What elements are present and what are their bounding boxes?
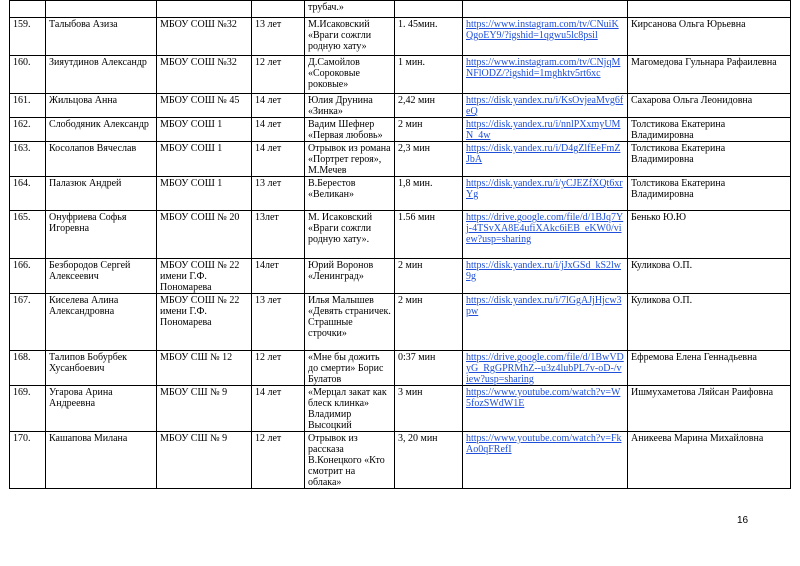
work-title: Д.Самойлов «Сороковые роковые» xyxy=(305,56,395,94)
duration: 3 мин xyxy=(395,386,463,432)
page-number: 16 xyxy=(737,515,749,526)
school-name: МБОУ СШ № 12 xyxy=(157,351,252,386)
link-cell xyxy=(463,386,628,432)
participant-age: 13 лет xyxy=(252,177,305,211)
work-title: Юлия Друнина «Зинка» xyxy=(305,94,395,118)
participant-age: 14лет xyxy=(252,259,305,294)
row-number: 161. xyxy=(10,94,46,118)
teacher-name: Сахарова Ольга Леонидовна xyxy=(628,94,791,118)
link-cell xyxy=(463,118,628,142)
row-number: 162. xyxy=(10,118,46,142)
video-link[interactable]: https://disk.yandex.ru/i/yCJEZfXQt6xrYg xyxy=(466,178,623,200)
duration: 0:37 мин xyxy=(395,351,463,386)
video-link[interactable]: https://drive.google.com/file/d/1BJq7Yj-4TSvXA8E4ufiXAkc6iEB_eKW0/view?usp=sharing xyxy=(466,212,624,245)
duration: 1. 45мин. xyxy=(395,18,463,56)
table-row xyxy=(10,118,791,142)
video-link[interactable]: https://disk.yandex.ru/i/D4gZlfEeFmZJbA xyxy=(466,143,621,165)
link-cell xyxy=(463,94,628,118)
school-name: МБОУ СОШ № 22 имени Г.Ф. Пономарева xyxy=(157,259,252,294)
participant-name: Угарова Арина Андреевна xyxy=(46,386,157,432)
table-row xyxy=(10,18,791,56)
row-number: 163. xyxy=(10,142,46,177)
link-cell xyxy=(463,211,628,259)
work-title: Отрывок из рассказа В.Конецкого «Кто смотрит на облака» xyxy=(305,432,395,489)
work-title: В.Берестов «Великан» xyxy=(305,177,395,211)
video-link[interactable]: https://www.youtube.com/watch?v=W5fozSWdW1E xyxy=(466,387,621,409)
school-name: МБОУ СШ № 9 xyxy=(157,386,252,432)
school-name: МБОУ СОШ 1 xyxy=(157,142,252,177)
duration: 2,3 мин xyxy=(395,142,463,177)
work-title: Илья Малышев «Девять страничек. Страшные строчки» xyxy=(305,294,395,351)
work-title: «Мерцал закат как блеск клинка» Владимир Высоцкий xyxy=(305,386,395,432)
participants-table xyxy=(9,0,791,489)
video-link[interactable]: https://drive.google.com/file/d/1BwVDyG_RgGPRMhZ--u3z4lubPL7v-oD-/view?usp=sharing xyxy=(466,352,624,385)
participant-name: Кашапова Милана xyxy=(46,432,157,489)
work-cell: трубач.» xyxy=(305,1,395,18)
link-cell xyxy=(463,142,628,177)
participant-name: Киселева Алина Александровна xyxy=(46,294,157,351)
work-title: Отрывок из романа «Портрет героя», М.Мечев xyxy=(305,142,395,177)
teacher-name: Куликова О.П. xyxy=(628,294,791,351)
teacher-name: Бенько Ю.Ю xyxy=(628,211,791,259)
school-name: МБОУ СОШ № 45 xyxy=(157,94,252,118)
table-row xyxy=(10,294,791,351)
row-number: 160. xyxy=(10,56,46,94)
link-cell xyxy=(463,351,628,386)
table-row xyxy=(10,94,791,118)
link-cell xyxy=(463,432,628,489)
table-row xyxy=(10,259,791,294)
work-title: Юрий Воронов «Ленинград» xyxy=(305,259,395,294)
duration: 1.56 мин xyxy=(395,211,463,259)
teacher-name: Толстикова Екатерина Владимировна xyxy=(628,177,791,211)
table-row xyxy=(10,386,791,432)
participant-age: 13 лет xyxy=(252,18,305,56)
participant-name: Жильцова Анна xyxy=(46,94,157,118)
participant-name: Слободяник Александр xyxy=(46,118,157,142)
work-title: Вадим Шефнер «Первая любовь» xyxy=(305,118,395,142)
row-number: 170. xyxy=(10,432,46,489)
row-number: 167. xyxy=(10,294,46,351)
school-name: МБОУ СШ № 9 xyxy=(157,432,252,489)
video-link[interactable]: https://www.instagram.com/tv/CNuiKQgoEY9/?igshid=1qgwu5lc8psil xyxy=(466,19,619,41)
school-name: МБОУ СОШ №32 xyxy=(157,56,252,94)
table-row xyxy=(10,56,791,94)
work-title: М.Исаковский «Враги сожгли родную хату» xyxy=(305,18,395,56)
participant-age: 12 лет xyxy=(252,432,305,489)
teacher-name: Толстикова Екатерина Владимировна xyxy=(628,142,791,177)
table-row xyxy=(10,211,791,259)
teacher-name: Ишмухаметова Ляйсан Раифовна xyxy=(628,386,791,432)
duration: 2 мин xyxy=(395,259,463,294)
link-cell xyxy=(463,259,628,294)
video-link[interactable]: https://disk.yandex.ru/i/KsOvjeaMvg6feQ xyxy=(466,95,624,117)
participant-name: Талипов Бобурбек Хусанбоевич xyxy=(46,351,157,386)
participant-name: Зияутдинов Александр xyxy=(46,56,157,94)
work-title: «Мне бы дожить до смерти» Борис Булатов xyxy=(305,351,395,386)
participant-name: Безбородов Сергей Алексеевич xyxy=(46,259,157,294)
participant-age: 12 лет xyxy=(252,56,305,94)
link-cell xyxy=(463,294,628,351)
participant-age: 13лет xyxy=(252,211,305,259)
row-number: 169. xyxy=(10,386,46,432)
link-cell xyxy=(463,177,628,211)
participant-name: Косолапов Вячеслав xyxy=(46,142,157,177)
school-name: МБОУ СОШ № 22 имени Г.Ф. Пономарева xyxy=(157,294,252,351)
school-name: МБОУ СОШ №32 xyxy=(157,18,252,56)
row-number: 164. xyxy=(10,177,46,211)
table-row-continued xyxy=(10,1,791,18)
school-name: МБОУ СОШ 1 xyxy=(157,118,252,142)
video-link[interactable]: https://www.instagram.com/tv/CNjqMNFlODZ/?igshid=1mghktv5rt6xc xyxy=(466,57,621,79)
participant-age: 12 лет xyxy=(252,351,305,386)
teacher-name: Толстикова Екатерина Владимировна xyxy=(628,118,791,142)
school-name: МБОУ СОШ 1 xyxy=(157,177,252,211)
video-link[interactable]: https://www.youtube.com/watch?v=FkAo0qFRefI xyxy=(466,433,622,455)
participant-age: 14 лет xyxy=(252,94,305,118)
table-row xyxy=(10,177,791,211)
table-row xyxy=(10,142,791,177)
teacher-name: Кирсанова Ольга Юрьевна xyxy=(628,18,791,56)
participant-name: Онуфриева Софья Игоревна xyxy=(46,211,157,259)
duration: 1,8 мин. xyxy=(395,177,463,211)
participant-name: Палазюк Андрей xyxy=(46,177,157,211)
link-cell xyxy=(463,56,628,94)
duration: 1 мин. xyxy=(395,56,463,94)
work-title: М. Исаковский «Враги сожгли родную хату». xyxy=(305,211,395,259)
teacher-name: Магомедова Гульнара Рафаилевна xyxy=(628,56,791,94)
participant-age: 14 лет xyxy=(252,118,305,142)
participant-age: 13 лет xyxy=(252,294,305,351)
table-row xyxy=(10,432,791,489)
duration: 2 мин xyxy=(395,294,463,351)
teacher-name: Куликова О.П. xyxy=(628,259,791,294)
video-link[interactable]: https://disk.yandex.ru/i/7lGgAJjHjcw3pw xyxy=(466,295,622,317)
link-cell xyxy=(463,18,628,56)
duration: 2,42 мин xyxy=(395,94,463,118)
participant-age: 14 лет xyxy=(252,142,305,177)
row-number: 165. xyxy=(10,211,46,259)
row-number: 168. xyxy=(10,351,46,386)
row-number: 159. xyxy=(10,18,46,56)
school-name: МБОУ СОШ № 20 xyxy=(157,211,252,259)
participant-age: 14 лет xyxy=(252,386,305,432)
row-number: 166. xyxy=(10,259,46,294)
teacher-name: Аникеева Марина Михайловна xyxy=(628,432,791,489)
video-link[interactable]: https://disk.yandex.ru/i/jJxGSd_kS2lw9g xyxy=(466,260,622,282)
duration: 3, 20 мин xyxy=(395,432,463,489)
teacher-name: Ефремова Елена Геннадьевна xyxy=(628,351,791,386)
participant-name: Талыбова Азиза xyxy=(46,18,157,56)
table-row xyxy=(10,351,791,386)
video-link[interactable]: https://disk.yandex.ru/i/nnlPXxmyUMN_4w xyxy=(466,119,621,141)
duration: 2 мин xyxy=(395,118,463,142)
